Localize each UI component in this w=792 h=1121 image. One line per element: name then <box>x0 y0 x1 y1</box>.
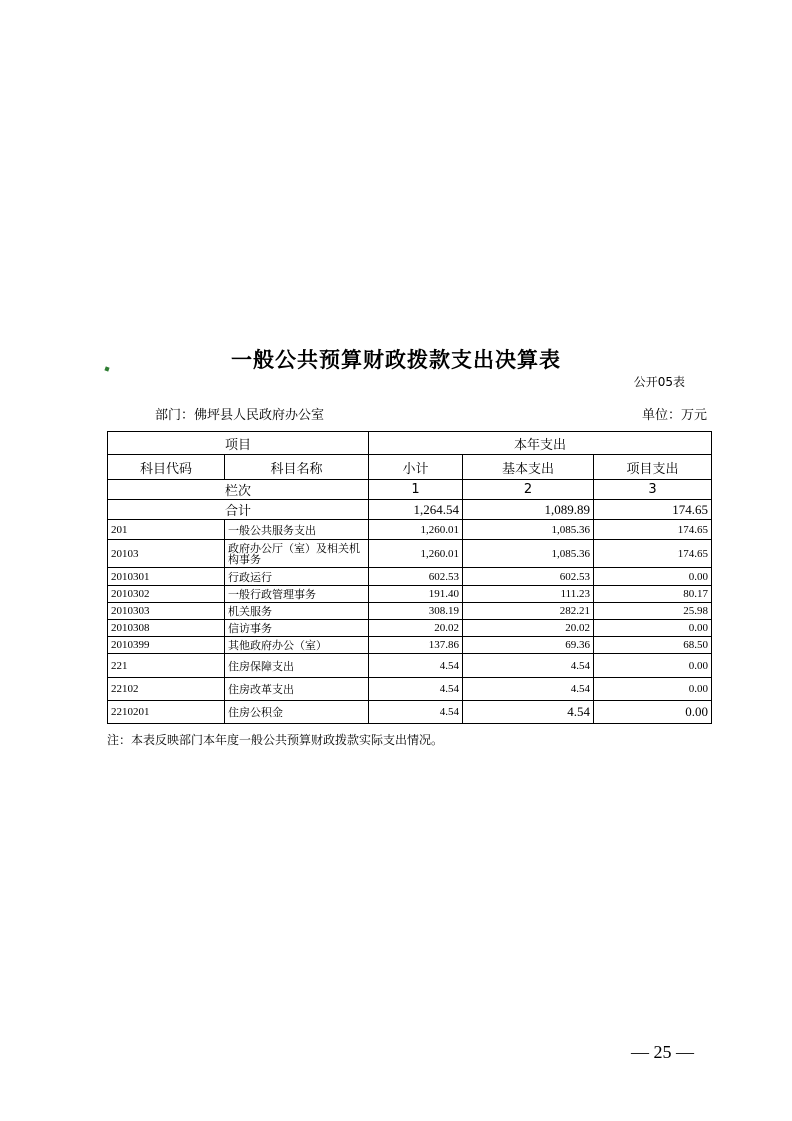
row-code: 2010308 <box>108 620 225 637</box>
header-item: 项目 <box>108 432 369 455</box>
total-project: 174.65 <box>594 500 712 520</box>
total-row <box>108 500 712 520</box>
row-basic: 282.21 <box>463 603 594 620</box>
row-basic: 4.54 <box>463 678 594 701</box>
row-project: 0.00 <box>594 678 712 701</box>
row-project: 174.65 <box>594 520 712 540</box>
row-code: 20103 <box>108 540 225 568</box>
header-current-year: 本年支出 <box>369 432 712 455</box>
row-name: 其他政府办公（室） <box>225 637 369 654</box>
row-project: 25.98 <box>594 603 712 620</box>
table-row <box>108 603 712 620</box>
row-code: 201 <box>108 520 225 540</box>
total-basic: 1,089.89 <box>463 500 594 520</box>
header-project: 项目支出 <box>594 455 712 480</box>
table-row <box>108 620 712 637</box>
department-label: 部门：佛坪县人民政府办公室 <box>155 408 325 423</box>
row-code: 2010399 <box>108 637 225 654</box>
page-number: — 25 — <box>631 1042 694 1062</box>
row-name: 一般公共服务支出 <box>225 520 369 540</box>
table-row <box>108 637 712 654</box>
row-basic: 1,085.36 <box>463 540 594 568</box>
row-subtotal: 4.54 <box>369 701 463 724</box>
row-project: 80.17 <box>594 586 712 603</box>
row-subtotal: 308.19 <box>369 603 463 620</box>
row-subtotal: 1,260.01 <box>369 540 463 568</box>
table-row <box>108 678 712 701</box>
row-subtotal: 4.54 <box>369 678 463 701</box>
row-name: 政府办公厅（室）及相关机构事务 <box>225 540 369 568</box>
table-row <box>108 520 712 540</box>
row-subtotal: 191.40 <box>369 586 463 603</box>
table-row <box>108 568 712 586</box>
footnote: 注：本表反映部门本年度一般公共预算财政拨款实际支出情况。 <box>107 733 444 747</box>
unit-label: 单位：万元 <box>641 408 707 423</box>
expenditure-table <box>107 431 712 724</box>
row-project: 68.50 <box>594 637 712 654</box>
row-name: 信访事务 <box>225 620 369 637</box>
column-order-1: 1 <box>369 480 463 500</box>
row-name: 一般行政管理事务 <box>225 586 369 603</box>
column-order-2: 2 <box>463 480 594 500</box>
total-label: 合计 <box>108 500 369 520</box>
table-row <box>108 701 712 724</box>
header-row-1 <box>108 432 712 455</box>
row-basic: 1,085.36 <box>463 520 594 540</box>
row-project: 0.00 <box>594 620 712 637</box>
row-subtotal: 1,260.01 <box>369 520 463 540</box>
row-name: 行政运行 <box>225 568 369 586</box>
column-order-3: 3 <box>594 480 712 500</box>
row-basic: 4.54 <box>463 701 594 724</box>
row-subtotal: 4.54 <box>369 654 463 678</box>
form-number: 公开05表 <box>633 375 685 389</box>
row-basic: 4.54 <box>463 654 594 678</box>
row-code: 22102 <box>108 678 225 701</box>
row-code: 221 <box>108 654 225 678</box>
header-name: 科目名称 <box>225 455 369 480</box>
row-basic: 20.02 <box>463 620 594 637</box>
header-code: 科目代码 <box>108 455 225 480</box>
row-name: 住房公积金 <box>225 701 369 724</box>
row-code: 2210201 <box>108 701 225 724</box>
row-basic: 111.23 <box>463 586 594 603</box>
page-title: 一般公共预算财政拨款支出决算表 <box>231 348 561 372</box>
column-order-row <box>108 480 712 500</box>
row-code: 2010303 <box>108 603 225 620</box>
row-name: 机关服务 <box>225 603 369 620</box>
column-order-label: 栏次 <box>108 480 369 500</box>
table-row <box>108 540 712 568</box>
row-project: 0.00 <box>594 568 712 586</box>
row-subtotal: 20.02 <box>369 620 463 637</box>
row-subtotal: 137.86 <box>369 637 463 654</box>
row-project: 0.00 <box>594 701 712 724</box>
row-project: 0.00 <box>594 654 712 678</box>
table-row <box>108 586 712 603</box>
row-code: 2010301 <box>108 568 225 586</box>
header-basic: 基本支出 <box>463 455 594 480</box>
table-row <box>108 654 712 678</box>
row-code: 2010302 <box>108 586 225 603</box>
row-basic: 602.53 <box>463 568 594 586</box>
total-subtotal: 1,264.54 <box>369 500 463 520</box>
row-name: 住房保障支出 <box>225 654 369 678</box>
row-basic: 69.36 <box>463 637 594 654</box>
row-name: 住房改革支出 <box>225 678 369 701</box>
header-row-2 <box>108 455 712 480</box>
header-subtotal: 小计 <box>369 455 463 480</box>
row-project: 174.65 <box>594 540 712 568</box>
row-subtotal: 602.53 <box>369 568 463 586</box>
